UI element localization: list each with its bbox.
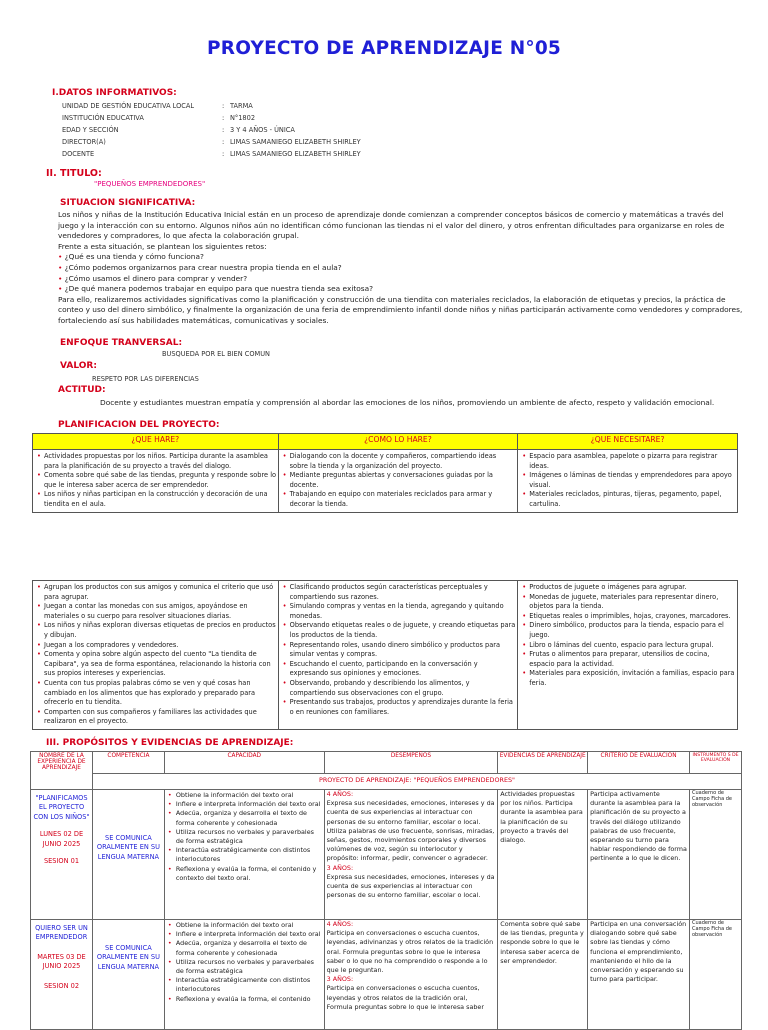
- list-item: • Infiere e interpreta información del texto oral: [176, 800, 323, 809]
- bullet-icon: •: [58, 273, 65, 283]
- list-item: • Comenta y opina sobre algún aspecto del cuento "La tiendita de Capibara", ya sea de forma espontánea, relacionando la historia con sus propios intereses y experiencias.: [44, 650, 277, 679]
- plan-cell-list: [280, 582, 517, 718]
- list-item: • Representando roles, usando dinero simbólico y productos para simular ventas y compras.: [290, 641, 517, 660]
- titulo-heading: II. TITULO:: [46, 168, 102, 179]
- age-3-label: 3 AÑOS:: [326, 863, 354, 872]
- header-evidencias: EVIDENCIAS DE APRENDIZAJE: [498, 752, 588, 774]
- experience-date: MARTES 03 DE JUNIO 2025: [37, 952, 86, 971]
- evidencia-cell: Actividades propuestas por los niños. Participa durante la asamblea para la planificación de su proyecto a través del dialogo.: [498, 790, 588, 920]
- plan-row: [33, 450, 738, 513]
- experience-row: [31, 790, 742, 920]
- list-item: • Dialogando con la docente y compañeros, compartiendo ideas sobre la tienda y la organización del proyecto.: [290, 452, 517, 471]
- reto-item: [58, 274, 744, 285]
- list-item: • Adecúa, organiza y desarrolla el texto de forma coherente y cohesionada: [176, 809, 323, 827]
- age-4-label: 4 AÑOS:: [326, 790, 354, 798]
- reto-item: [58, 263, 744, 274]
- list-item: • Los niños y niñas exploran diversas etiquetas de precios en productos y dibujan.: [44, 621, 277, 640]
- list-item: • Agrupan los productos con sus amigos y comunica el criterio que usó para agrupar.: [44, 583, 277, 602]
- age-4-label: 4 AÑOS:: [326, 920, 354, 928]
- experience-date: LUNES 02 DE JUNIO 2025: [39, 830, 84, 848]
- enfoque-heading: ENFOQUE TRANVERSAL:: [60, 338, 183, 348]
- desempeno-3: Participa en conversaciones o escucha cuentos, leyendas y otros relatos de la tradición oral, Formula preguntas sobre lo que le interesa saber: [326, 984, 484, 1011]
- list-item: • Obtiene la información del texto oral: [176, 921, 323, 930]
- datos-colon: :: [222, 150, 225, 158]
- reto-text: ¿De qué manera podemos trabajar en equipo para que nuestra tienda sea exitosa?: [64, 284, 374, 294]
- competencia-cell: SE COMUNICA ORALMENTE EN SU LENGUA MATERNA: [92, 920, 164, 1030]
- datos-label: DIRECTOR(A): [62, 138, 106, 146]
- criterio-cell: Participa en una conversación dialogando sobre qué sabe sobre las tiendas y cómo funciona el emprendimiento, manteniendo el hilo de la conversación y esperando su turno para participar.: [588, 920, 690, 1030]
- experience-name: "PLANIFICAMOS EL PROYECTO CON LOS NIÑOS": [33, 794, 90, 821]
- bullet-icon: •: [58, 252, 65, 262]
- datos-colon: :: [222, 114, 225, 122]
- list-item: • Obtiene la información del texto oral: [176, 791, 323, 800]
- plan-header-que-hare: ¿QUE HARE?: [33, 434, 279, 450]
- list-item: • Productos de juguete o imágenes para agrupar.: [529, 583, 736, 593]
- reto-item: [58, 252, 744, 263]
- datos-value: TARMA: [230, 102, 253, 110]
- datos-label: INSTITUCIÓN EDUCATIVA: [62, 114, 144, 122]
- plan-cell-list: [519, 451, 736, 511]
- list-item: • Escuchando el cuento, participando en la conversación y expresando sus opiniones y emociones.: [290, 660, 517, 679]
- enfoque-value: BUSQUEDA POR EL BIEN COMUN: [162, 350, 270, 358]
- list-item: • Monedas de juguete, materiales para representar dinero, objetos para la tienda.: [529, 593, 736, 612]
- list-item: • Frutas o alimentos para preparar, utensilios de cocina, espacio para la actividad.: [529, 650, 736, 669]
- titulo-value: "PEQUEÑOS EMPRENDEDORES": [94, 180, 206, 188]
- datos-colon: :: [222, 138, 225, 146]
- experience-row: [31, 920, 742, 1030]
- bullet-icon: •: [58, 262, 65, 272]
- planificacion-table-continued: [32, 580, 738, 730]
- plan-header-como-lo-hare: ¿COMO LO HARE?: [278, 434, 518, 450]
- list-item: • Clasificando productos según características perceptuales y compartiendo sus razones.: [290, 583, 517, 602]
- evidencia-cell: Comenta sobre qué sabe de las tiendas, pregunta y responde sobre lo que le interesa saber acerca de ser emprendedor.: [498, 920, 588, 1030]
- propositos-heading: III. PROPÓSITOS Y EVIDENCIAS DE APRENDIZAJE:: [46, 738, 294, 748]
- list-item: • Adecúa, organiza y desarrolla el texto de forma coherente y cohesionada: [176, 939, 323, 957]
- actitud-heading: ACTITUD:: [58, 385, 106, 395]
- list-item: • Materiales reciclados, pinturas, tijeras, pegamento, papel, cartulina.: [529, 490, 736, 509]
- datos-colon: :: [222, 102, 225, 110]
- header-instrumentos: INSTRUMENTO S DE EVALUACIÓN: [690, 752, 742, 774]
- planificacion-table: [32, 433, 738, 513]
- list-item: • Etiquetas reales o imprimibles, hojas, crayones, marcadores.: [529, 612, 736, 622]
- list-item: • Materiales para exposición, invitación a familias, espacio para feria.: [529, 669, 736, 688]
- capacidades-list: [166, 921, 323, 1004]
- proyecto-banner: PROYECTO DE APRENDIZAJE: "PEQUEÑOS EMPRENDEDORES": [92, 774, 741, 790]
- valor-heading: VALOR:: [60, 361, 97, 371]
- list-item: • Observando, probando y describiendo los alimentos, y compartiendo sus observaciones con el grupo.: [290, 679, 517, 698]
- instrumento-cell: Cuaderno de Campo Ficha de observación: [690, 790, 742, 920]
- age-3-label: 3 AÑOS:: [326, 975, 354, 984]
- retos-list: [58, 252, 744, 294]
- plan-cell-list: [280, 451, 517, 511]
- list-item: • Los niños y niñas participan en la construcción y decoración de una tiendita en el aula.: [44, 490, 277, 509]
- experience-name: QUIERO SER UN EMPRENDEDOR: [35, 924, 88, 942]
- planificacion-heading: PLANIFICACION DEL PROYECTO:: [58, 420, 220, 430]
- datos-label: UNIDAD DE GESTIÓN EDUCATIVA LOCAL: [62, 102, 195, 110]
- valor-value: RESPETO POR LAS DIFERENCIAS: [92, 375, 199, 383]
- situacion-lead: Frente a esta situación, se plantean los siguientes retos:: [58, 241, 267, 251]
- reto-item: [58, 284, 744, 295]
- header-competencia: COMPETENCIA: [92, 752, 164, 774]
- situacion-heading: SITUACION SIGNIFICATIVA:: [60, 198, 196, 208]
- situacion-closing: Para ello, realizaremos actividades significativas como la planificación y construcción de una tiendita con materiales reciclados, la elaboración de etiquetas y precios, la práctica de conteo y uso del dinero simbólico, y finalmente la organización de una feria de emprendimiento infantil donde niños y niñas participarán activamente como vendedores y compradores, fortaleciendo así sus habilidades matemáticas, comunicativas y sociales.: [58, 294, 743, 325]
- header-desempenos: DESEMPEÑOS: [324, 752, 498, 774]
- criterio-cell: Participa activamente durante la asamblea para la planificación de su proyecto a través del diálogo utilizando palabras de uso frecuente, esperando su turno para hablar respondiendo de forma pertinente a lo que le dicen.: [588, 790, 690, 920]
- reto-text: ¿Qué es una tienda y cómo funciona?: [64, 252, 204, 262]
- propositos-table: [30, 751, 742, 1030]
- situacion-body: [58, 210, 744, 327]
- datos-value: N°1802: [230, 114, 256, 122]
- reto-text: ¿Cómo usamos el dinero para comprar y vender?: [64, 273, 248, 283]
- actitud-value: Docente y estudiantes muestran empatía y comprensión al abordar las emociones de los niños, promoviendo un ambiente de afecto, respeto y validación emocional.: [100, 398, 715, 407]
- datos-colon: :: [222, 126, 225, 134]
- list-item: • Interactúa estratégicamente con distintos interlocutores: [176, 976, 323, 994]
- datos-value: LIMAS SAMANIEGO ELIZABETH SHIRLEY: [230, 138, 361, 146]
- datos-heading: I.DATOS INFORMATIVOS:: [52, 88, 177, 98]
- bullet-icon: •: [58, 284, 65, 294]
- header-experiencia: NOMBRE DE LA EXPERIENCIA DE APRENDIZAJE: [31, 752, 93, 790]
- list-item: • Reflexiona y evalúa la forma, el contenido y contexto del texto oral.: [176, 865, 323, 883]
- plan-cell-list: [34, 451, 277, 511]
- list-item: • Cuenta con tus propias palabras cómo se ven y qué cosas han cambiado en los alimentos que has explorado y preparado para ofrecerlo en tu tiendita.: [44, 679, 277, 708]
- plan-row: [33, 581, 738, 730]
- list-item: • Reflexiona y evalúa la forma, el contenido: [176, 995, 323, 1004]
- header-criterio: CRITERIO DE EVALUACION: [588, 752, 690, 774]
- desempeno-4: Expresa sus necesidades, emociones, intereses y da cuenta de sus experiencias al interactuar con personas de su entorno familiar, escolar o local. Utiliza palabras de uso frecuente, sonrisas, miradas, señas, gestos, movimientos corporales y diversos volúmenes de voz, según su interlocutor y propósito: informar, pedir, convencer o agradecer.: [326, 799, 495, 863]
- list-item: • Trabajando en equipo con materiales reciclados para armar y decorar la tienda.: [290, 490, 517, 509]
- datos-label: DOCENTE: [62, 150, 95, 158]
- list-item: • Comparten con sus compañeros y familiares las actividades que realizaron en el proyecto.: [44, 708, 277, 727]
- experience-session: SESION 01: [43, 857, 80, 866]
- list-item: • Imágenes o láminas de tiendas y emprendedores para apoyo visual.: [529, 471, 736, 490]
- instrumento-cell: Cuaderno de Campo Ficha de observación: [690, 920, 742, 1030]
- list-item: • Observando etiquetas reales o de juguete, y creando etiquetas para los productos de la tienda.: [290, 621, 517, 640]
- list-item: • Libro o láminas del cuento, espacio para lectura grupal.: [529, 641, 736, 651]
- situacion-intro: Los niños y niñas de la Institución Educativa Inicial están en un proceso de aprendizaje donde comienzan a comprender conceptos básicos de comercio y matemáticas a través del juego y la interacción con su entorno. Algunos niños aún no identifican cómo funcionan las tiendas ni el valor del dinero, y otros enfrentan dificultades para organizarse en roles de vendedores y compradores, lo que afecta la colaboración grupal.: [58, 210, 725, 241]
- desempeno-3: Expresa sus necesidades, emociones, intereses y da cuenta de sus experiencias al interactuar con personas de su entorno familiar, escolar o local.: [326, 872, 495, 900]
- list-item: • Utiliza recursos no verbales y paraverbales de forma estratégica: [176, 828, 323, 846]
- list-item: • Presentando sus trabajos, productos y aprendizajes durante la feria o en reuniones con familiares.: [290, 698, 517, 717]
- competencia-cell: SE COMUNICA ORALMENTE EN SU LENGUA MATERNA: [92, 790, 164, 920]
- datos-value: 3 Y 4 AÑOS - ÚNICA: [230, 126, 295, 134]
- list-item: • Infiere e interpreta información del texto oral: [176, 930, 323, 939]
- desempeno-4: Participa en conversaciones o escucha cuentos, leyendas, adivinanzas y otros relatos de la tradición oral. Formula preguntas sobre lo que le interesa saber o lo que no ha comprendido o responde a lo que le preguntan.: [326, 929, 494, 975]
- plan-cell-list: [34, 582, 277, 728]
- page-title: PROYECTO DE APRENDIZAJE N°05: [207, 38, 561, 59]
- list-item: • Interactúa estratégicamente con distintos interlocutores: [176, 846, 323, 864]
- plan-cell-list: [519, 582, 736, 690]
- capacidades-list: [166, 791, 323, 883]
- list-item: • Mediante preguntas abiertas y conversaciones guiadas por la docente.: [290, 471, 517, 490]
- experience-session: SESION 02: [43, 981, 80, 990]
- header-capacidad: CAPACIDAD: [164, 752, 324, 774]
- datos-value: LIMAS SAMANIEGO ELIZABETH SHIRLEY: [230, 150, 361, 158]
- list-item: • Dinero simbólico, productos para la tienda, espacio para el juego.: [529, 621, 736, 640]
- list-item: • Juegan a los compradores y vendedores.: [44, 641, 277, 651]
- list-item: • Comenta sobre qué sabe de las tiendas, pregunta y responde sobre lo que le interesa saber acerca de ser emprendedor.: [44, 471, 277, 490]
- plan-header-que-necesitare: ¿QUE NECESITARE?: [518, 434, 738, 450]
- reto-text: ¿Cómo podemos organizarnos para crear nuestra propia tienda en el aula?: [64, 262, 342, 272]
- datos-label: EDAD Y SECCIÓN: [62, 126, 119, 134]
- list-item: • Juegan a contar las monedas con sus amigos, apoyándose en materiales o su cuerpo para resolver situaciones diarias.: [44, 602, 277, 621]
- list-item: • Utiliza recursos no verbales y paraverbales de forma estratégica: [176, 958, 323, 976]
- list-item: • Espacio para asamblea, papelote o pizarra para registrar ideas.: [529, 452, 736, 471]
- list-item: • Actividades propuestas por los niños. Participa durante la asamblea para la planificación de su proyecto a través del dialogo.: [44, 452, 277, 471]
- list-item: • Simulando compras y ventas en la tienda, agregando y quitando monedas.: [290, 602, 517, 621]
